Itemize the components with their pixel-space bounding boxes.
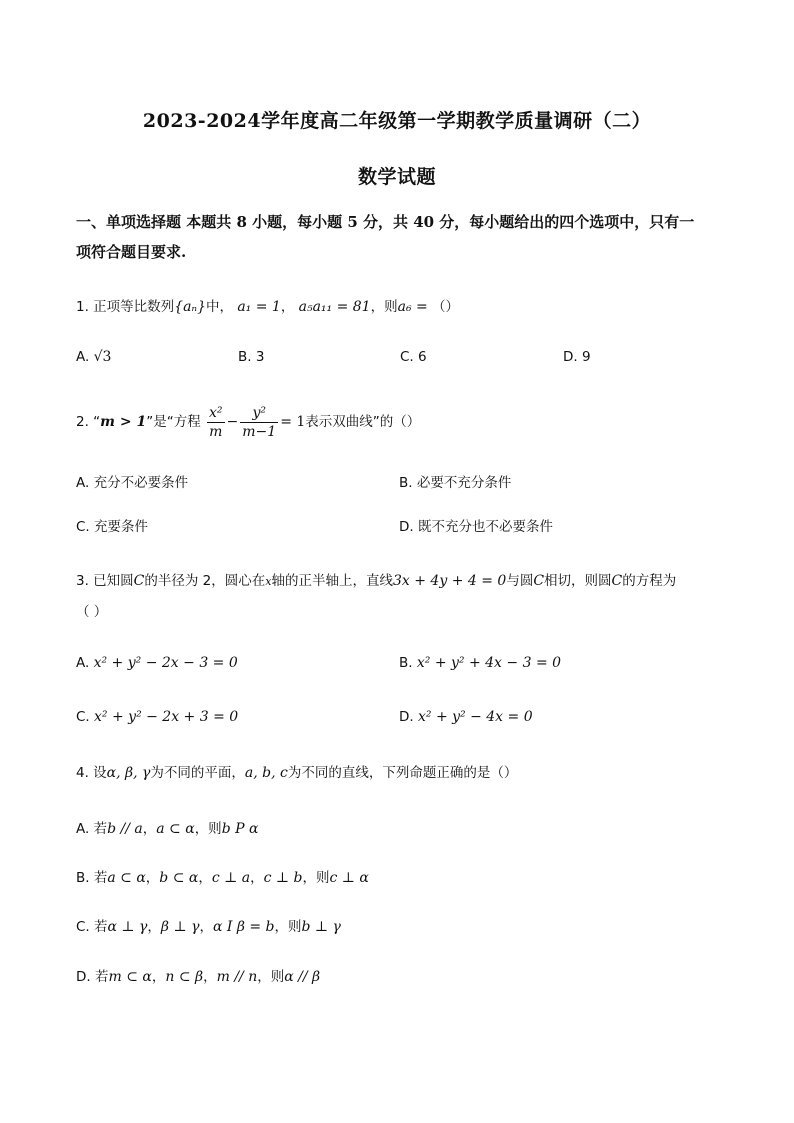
q3-text6: 的方程为 (622, 573, 677, 589)
q4-a-cond2: a ⊂ α (156, 821, 195, 837)
q1-mid1: 中， (206, 299, 234, 315)
q3-x-axis: x (265, 575, 272, 588)
section-heading-line2: 项符合题目要求. (76, 243, 187, 261)
q4-c-then: ，则 (274, 919, 302, 935)
q1-option-c[interactable]: C. 6 (400, 349, 427, 365)
section-heading-line1: 一、单项选择题 本题共 8 小题，每小题 5 分，共 40 分，每小题给出的四个选项中，只有一 (76, 213, 695, 231)
q4-a-then: ，则 (194, 821, 222, 837)
q3-text4: 与圆 (506, 573, 534, 589)
q4-text2: 为不同的平面， (150, 765, 245, 781)
q4-planes: α, β, γ (106, 765, 151, 781)
q1-option-b[interactable]: B. 3 (238, 349, 265, 365)
q1-cond1: a₁ = 1 (237, 299, 281, 315)
q3-option-b-label: B. (399, 655, 413, 671)
q1-mid2: ，则 (370, 299, 398, 315)
q1-option-a-label: A. (76, 349, 90, 365)
q2-option-d[interactable]: D. 既不充分也不必要条件 (399, 519, 553, 535)
q4-c-cond1: α ⊥ γ (107, 919, 148, 935)
q4-c-cond2: β ⊥ γ (160, 919, 200, 935)
q2-frac1-denominator: m (209, 423, 223, 440)
q4-b-sep2: ， (198, 870, 212, 886)
q1-option-a-value: √3 (93, 349, 112, 365)
q3-option-a[interactable] (76, 652, 238, 674)
q2-frac2-denominator: m−1 (242, 423, 277, 440)
q3-option-d-value: x² + y² − 4x = 0 (417, 709, 533, 725)
q3-circle-c1: C (133, 573, 145, 589)
q4-c-cond3: α I β = b (212, 919, 275, 935)
q3-line-equation: 3x + 4y + 4 = 0 (393, 573, 507, 589)
q4-d-cond3: m // n (216, 969, 258, 985)
exam-title: 2023-2024学年度高二年级第一学期教学质量调研（二） (142, 110, 652, 132)
q4-b-then: ，则 (302, 870, 330, 886)
q4-d-result: α // β (284, 969, 321, 985)
q2-condition: m > 1 (100, 414, 147, 430)
q4-a-result: b P α (221, 821, 259, 837)
q4-b-cond1: a ⊂ α (107, 870, 146, 886)
q4-b-sep3: ， (250, 870, 264, 886)
q1-target: a₆ = (397, 299, 428, 315)
q3-option-b[interactable] (399, 652, 561, 674)
q1-end: （） (432, 299, 460, 315)
q2-end: 表示双曲线”的（） (305, 414, 421, 430)
question-2 (76, 402, 736, 442)
q2-minus: − (226, 414, 239, 430)
question-1 (76, 296, 736, 318)
q3-option-a-label: A. (76, 655, 90, 671)
q4-c-sep2: ， (199, 919, 213, 935)
q2-frac1-numerator: x² (209, 404, 223, 421)
q4-a-sep: ， (142, 821, 157, 837)
q4-b-cond2: b ⊂ α (159, 870, 199, 886)
q3-option-d-label: D. (399, 709, 414, 725)
q1-option-d[interactable]: D. 9 (563, 349, 591, 365)
q2-prefix: 2. “ (76, 414, 101, 430)
q2-option-b[interactable]: B. 必要不充分条件 (399, 475, 512, 491)
q4-option-a-label: A. 若 (76, 821, 108, 837)
q1-prefix: 1. 正项等比数列 (76, 299, 175, 315)
q4-text1: 4. 设 (76, 765, 107, 781)
q3-option-d[interactable] (399, 706, 533, 728)
q1-sequence: {aₙ} (174, 299, 207, 315)
q2-mid: ”是“方程 (146, 414, 201, 430)
exam-subtitle: 数学试题 (357, 166, 436, 188)
q3-text3: 轴的正半轴上，直线 (271, 573, 393, 589)
q3-text1: 3. 已知圆 (76, 573, 134, 589)
q4-option-c-label: C. 若 (76, 919, 108, 935)
q4-option-c[interactable] (76, 916, 341, 938)
q3-option-b-value: x² + y² + 4x − 3 = 0 (416, 655, 562, 671)
q4-a-cond1: b // a (107, 821, 143, 837)
q4-d-then: ，则 (257, 969, 285, 985)
q3-answer-paren: （ ） (76, 604, 108, 620)
q2-option-c[interactable]: C. 充要条件 (76, 519, 149, 535)
q4-b-sep1: ， (145, 870, 160, 886)
q4-c-sep1: ， (147, 919, 161, 935)
q3-circle-c2: C (533, 573, 545, 589)
q4-option-d[interactable] (76, 966, 320, 988)
q3-text2: 的半径为 2，圆心在 (144, 573, 266, 589)
q4-c-result: b ⊥ γ (301, 919, 341, 935)
q4-option-d-label: D. 若 (76, 969, 109, 985)
q1-option-a[interactable] (76, 346, 111, 368)
q4-d-sep1: ， (151, 969, 166, 985)
question-4 (76, 762, 736, 784)
q3-option-c-value: x² + y² − 2x + 3 = 0 (94, 709, 239, 725)
q3-circle-c3: C (611, 573, 623, 589)
q1-cond2: a₅a₁₁ = 81 (298, 299, 371, 315)
q4-option-a[interactable] (76, 818, 258, 840)
q3-option-c-label: C. (76, 709, 90, 725)
q4-b-cond4: c ⊥ b (263, 870, 303, 886)
q4-d-sep2: ， (203, 969, 217, 985)
q4-option-b-label: B. 若 (76, 870, 108, 886)
q4-d-cond1: m ⊂ α (108, 969, 152, 985)
q3-text5: 相切，则圆 (544, 573, 612, 589)
q4-lines: a, b, c (244, 765, 288, 781)
q2-fraction-1 (207, 404, 225, 441)
q4-b-cond3: c ⊥ a (211, 870, 251, 886)
section-heading (76, 207, 726, 267)
q3-option-c[interactable] (76, 706, 238, 728)
q2-equals: = 1 (280, 414, 306, 430)
q4-option-b[interactable] (76, 867, 369, 889)
q4-b-result: c ⊥ α (329, 870, 369, 886)
q1-sep: ， (280, 299, 295, 315)
q2-option-a[interactable]: A. 充分不必要条件 (76, 475, 189, 491)
q3-option-a-value: x² + y² − 2x − 3 = 0 (93, 655, 238, 671)
q4-d-cond2: n ⊂ β (165, 969, 204, 985)
q2-frac2-numerator: y² (240, 404, 278, 423)
q4-text3: 为不同的直线，下列命题正确的是（） (287, 765, 518, 781)
question-3 (76, 566, 736, 627)
q2-fraction-2 (240, 404, 278, 441)
